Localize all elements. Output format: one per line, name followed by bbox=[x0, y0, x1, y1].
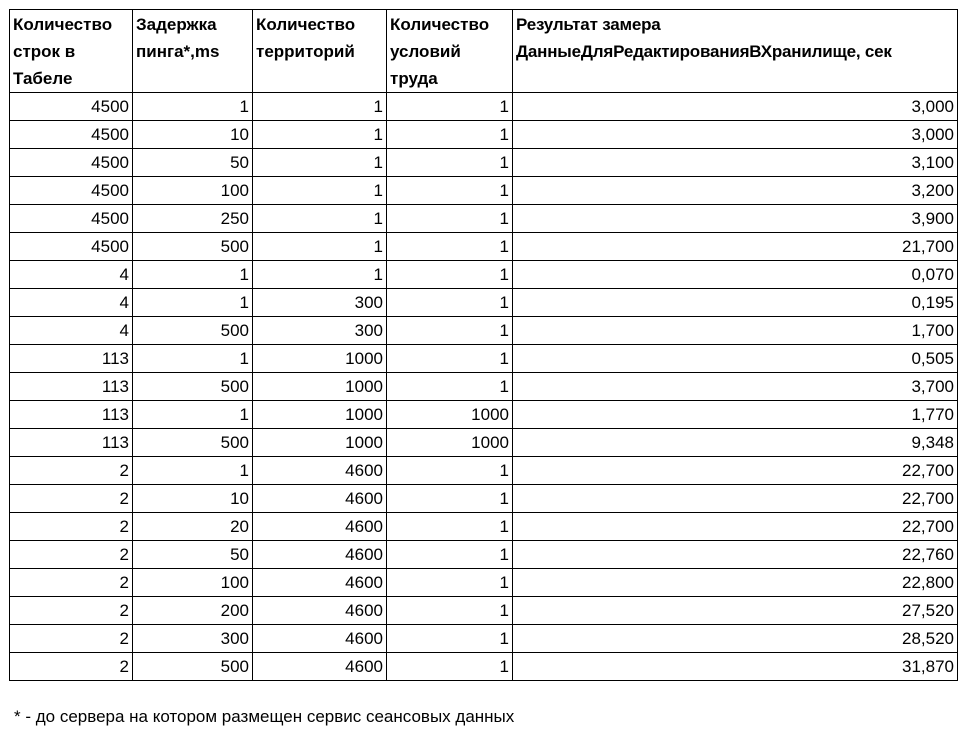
header-measurement-result: Результат замера ДанныеДляРедактированияВХранилище, сек bbox=[513, 10, 958, 93]
work-conditions-cell: 1 bbox=[387, 317, 513, 345]
rows-count-cell: 4 bbox=[10, 261, 133, 289]
work-conditions-cell: 1 bbox=[387, 177, 513, 205]
ping-delay-cell: 1 bbox=[133, 93, 253, 121]
header-rows-in-timesheet: Количество строк в Табеле bbox=[10, 10, 133, 93]
table-row bbox=[10, 233, 958, 261]
header-territories-count: Количество территорий bbox=[253, 10, 387, 93]
result-cell: 3,700 bbox=[513, 373, 958, 401]
work-conditions-cell: 1 bbox=[387, 205, 513, 233]
table-row bbox=[10, 513, 958, 541]
rows-count-cell: 4500 bbox=[10, 177, 133, 205]
result-cell: 22,700 bbox=[513, 513, 958, 541]
work-conditions-cell: 1 bbox=[387, 597, 513, 625]
ping-delay-cell: 1 bbox=[133, 261, 253, 289]
ping-delay-cell: 20 bbox=[133, 513, 253, 541]
territories-cell: 1 bbox=[253, 177, 387, 205]
ping-delay-cell: 1 bbox=[133, 345, 253, 373]
territories-cell: 300 bbox=[253, 317, 387, 345]
table-row bbox=[10, 121, 958, 149]
result-cell: 1,770 bbox=[513, 401, 958, 429]
work-conditions-cell: 1 bbox=[387, 541, 513, 569]
work-conditions-cell: 1 bbox=[387, 93, 513, 121]
territories-cell: 1 bbox=[253, 261, 387, 289]
rows-count-cell: 2 bbox=[10, 457, 133, 485]
table-row bbox=[10, 261, 958, 289]
ping-delay-cell: 500 bbox=[133, 653, 253, 681]
ping-delay-cell: 1 bbox=[133, 401, 253, 429]
rows-count-cell: 113 bbox=[10, 401, 133, 429]
ping-delay-cell: 500 bbox=[133, 317, 253, 345]
rows-count-cell: 2 bbox=[10, 625, 133, 653]
ping-delay-cell: 200 bbox=[133, 597, 253, 625]
rows-count-cell: 2 bbox=[10, 597, 133, 625]
ping-delay-cell: 500 bbox=[133, 373, 253, 401]
header-row bbox=[10, 10, 958, 93]
ping-delay-cell: 1 bbox=[133, 457, 253, 485]
ping-delay-cell: 50 bbox=[133, 149, 253, 177]
work-conditions-cell: 1 bbox=[387, 233, 513, 261]
ping-delay-cell: 250 bbox=[133, 205, 253, 233]
table-row bbox=[10, 205, 958, 233]
table-row bbox=[10, 177, 958, 205]
result-cell: 28,520 bbox=[513, 625, 958, 653]
result-cell: 22,800 bbox=[513, 569, 958, 597]
table-row bbox=[10, 149, 958, 177]
territories-cell: 4600 bbox=[253, 597, 387, 625]
territories-cell: 1000 bbox=[253, 401, 387, 429]
table-row bbox=[10, 653, 958, 681]
result-cell: 0,070 bbox=[513, 261, 958, 289]
rows-count-cell: 2 bbox=[10, 541, 133, 569]
ping-delay-cell: 1 bbox=[133, 289, 253, 317]
territories-cell: 1 bbox=[253, 149, 387, 177]
result-cell: 3,200 bbox=[513, 177, 958, 205]
rows-count-cell: 113 bbox=[10, 345, 133, 373]
table-row bbox=[10, 93, 958, 121]
result-cell: 0,505 bbox=[513, 345, 958, 373]
table-row bbox=[10, 401, 958, 429]
rows-count-cell: 4 bbox=[10, 317, 133, 345]
table-body bbox=[10, 93, 958, 681]
territories-cell: 4600 bbox=[253, 625, 387, 653]
footnote: * - до сервера на котором размещен сервис сеансовых данных bbox=[14, 707, 515, 726]
table-row bbox=[10, 569, 958, 597]
ping-delay-cell: 500 bbox=[133, 233, 253, 261]
header-work-conditions-count: Количество условий труда bbox=[387, 10, 513, 93]
result-cell: 22,760 bbox=[513, 541, 958, 569]
ping-delay-cell: 300 bbox=[133, 625, 253, 653]
territories-cell: 1000 bbox=[253, 345, 387, 373]
rows-count-cell: 2 bbox=[10, 485, 133, 513]
ping-delay-cell: 10 bbox=[133, 121, 253, 149]
result-cell: 3,000 bbox=[513, 121, 958, 149]
result-cell: 1,700 bbox=[513, 317, 958, 345]
work-conditions-cell: 1 bbox=[387, 457, 513, 485]
work-conditions-cell: 1 bbox=[387, 149, 513, 177]
rows-count-cell: 2 bbox=[10, 569, 133, 597]
work-conditions-cell: 1 bbox=[387, 289, 513, 317]
work-conditions-cell: 1 bbox=[387, 625, 513, 653]
work-conditions-cell: 1 bbox=[387, 373, 513, 401]
result-cell: 3,100 bbox=[513, 149, 958, 177]
ping-delay-cell: 100 bbox=[133, 177, 253, 205]
territories-cell: 1 bbox=[253, 121, 387, 149]
rows-count-cell: 2 bbox=[10, 653, 133, 681]
territories-cell: 1 bbox=[253, 205, 387, 233]
result-cell: 3,000 bbox=[513, 93, 958, 121]
rows-count-cell: 4500 bbox=[10, 93, 133, 121]
rows-count-cell: 4 bbox=[10, 289, 133, 317]
ping-delay-cell: 50 bbox=[133, 541, 253, 569]
work-conditions-cell: 1 bbox=[387, 513, 513, 541]
work-conditions-cell: 1 bbox=[387, 121, 513, 149]
work-conditions-cell: 1000 bbox=[387, 401, 513, 429]
ping-delay-cell: 10 bbox=[133, 485, 253, 513]
rows-count-cell: 4500 bbox=[10, 205, 133, 233]
table-row bbox=[10, 429, 958, 457]
rows-count-cell: 113 bbox=[10, 373, 133, 401]
territories-cell: 1 bbox=[253, 93, 387, 121]
ping-delay-cell: 500 bbox=[133, 429, 253, 457]
table-row bbox=[10, 317, 958, 345]
table-row bbox=[10, 345, 958, 373]
rows-count-cell: 4500 bbox=[10, 149, 133, 177]
rows-count-cell: 4500 bbox=[10, 121, 133, 149]
rows-count-cell: 113 bbox=[10, 429, 133, 457]
territories-cell: 1 bbox=[253, 233, 387, 261]
territories-cell: 4600 bbox=[253, 653, 387, 681]
header-ping-delay: Задержка пинга*,ms bbox=[133, 10, 253, 93]
territories-cell: 300 bbox=[253, 289, 387, 317]
work-conditions-cell: 1 bbox=[387, 485, 513, 513]
result-cell: 22,700 bbox=[513, 485, 958, 513]
work-conditions-cell: 1000 bbox=[387, 429, 513, 457]
result-cell: 0,195 bbox=[513, 289, 958, 317]
work-conditions-cell: 1 bbox=[387, 653, 513, 681]
table-row bbox=[10, 289, 958, 317]
territories-cell: 1000 bbox=[253, 373, 387, 401]
table-row bbox=[10, 597, 958, 625]
measurement-table bbox=[9, 9, 958, 681]
table-row bbox=[10, 625, 958, 653]
rows-count-cell: 2 bbox=[10, 513, 133, 541]
result-cell: 31,870 bbox=[513, 653, 958, 681]
ping-delay-cell: 100 bbox=[133, 569, 253, 597]
work-conditions-cell: 1 bbox=[387, 261, 513, 289]
result-cell: 21,700 bbox=[513, 233, 958, 261]
result-cell: 22,700 bbox=[513, 457, 958, 485]
table-row bbox=[10, 485, 958, 513]
territories-cell: 4600 bbox=[253, 485, 387, 513]
work-conditions-cell: 1 bbox=[387, 569, 513, 597]
territories-cell: 4600 bbox=[253, 569, 387, 597]
result-cell: 9,348 bbox=[513, 429, 958, 457]
territories-cell: 4600 bbox=[253, 541, 387, 569]
rows-count-cell: 4500 bbox=[10, 233, 133, 261]
result-cell: 27,520 bbox=[513, 597, 958, 625]
work-conditions-cell: 1 bbox=[387, 345, 513, 373]
table-row bbox=[10, 457, 958, 485]
result-cell: 3,900 bbox=[513, 205, 958, 233]
territories-cell: 4600 bbox=[253, 457, 387, 485]
territories-cell: 1000 bbox=[253, 429, 387, 457]
table-row bbox=[10, 373, 958, 401]
territories-cell: 4600 bbox=[253, 513, 387, 541]
table-row bbox=[10, 541, 958, 569]
